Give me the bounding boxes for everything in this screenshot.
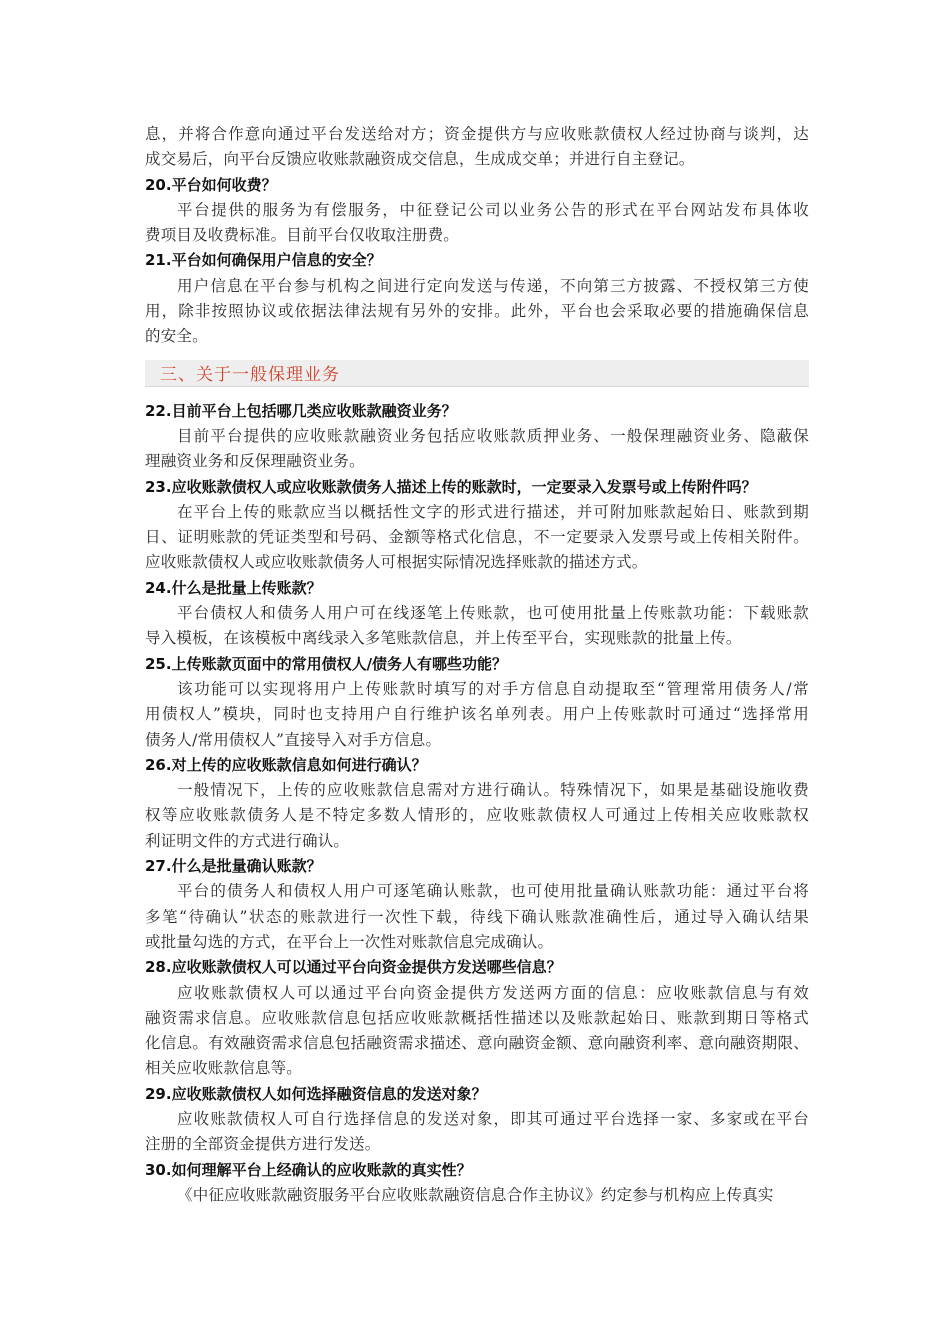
answer-line: 日、证明账款的凭证类型和号码、金额等格式化信息，不一定要录入发票号或上传相关附件。 <box>145 528 809 547</box>
answer-line: 多笔“待确认”状态的账款进行一次性下载，待线下确认账款准确性后，通过导入确认结果 <box>145 907 809 926</box>
question-heading: 20.平台如何收费？ <box>145 175 277 194</box>
section-title: 三、关于一般保理业务 <box>160 365 340 386</box>
answer-line: 用户信息在平台参与机构之间进行定向发送与传递，不向第三方披露、不授权第三方使 <box>177 276 809 295</box>
answer-line: 成交易后，向平台反馈应收账款融资成交信息，生成成交单；并进行自主登记。 <box>145 150 695 169</box>
qa-item <box>145 576 809 652</box>
document-body <box>145 122 809 1208</box>
answer-line: 平台的债务人和债权人用户可逐笔确认账款，也可使用批量确认账款功能：通过平台将 <box>177 882 809 901</box>
answer-line: 该功能可以实现将用户上传账款时填写的对手方信息自动提取至“管理常用债务人/常 <box>177 679 809 698</box>
question-heading: 22.目前平台上包括哪几类应收账款融资业务？ <box>145 401 457 420</box>
answer-paragraph <box>145 1107 809 1158</box>
answer-line: 息，并将合作意向通过平台发送给对方；资金提供方与应收账款债权人经过协商与谈判，达 <box>145 125 809 143</box>
answer-paragraph <box>145 778 809 854</box>
answer-line: 的安全。 <box>145 327 208 346</box>
section-header <box>145 360 809 387</box>
answer-line: 应收账款债权人或应收账款债务人可根据实际情况选择账款的描述方式。 <box>145 553 648 572</box>
qa-item <box>145 173 809 249</box>
answer-line: 费项目及收费标准。目前平台仅收取注册费。 <box>145 226 460 245</box>
answer-line: 融资需求信息。应收账款信息包括应收账款概括性描述以及账款起始日、账款到期日等格式 <box>145 1008 809 1027</box>
answer-line: 应收账款债权人可以通过平台向资金提供方发送两方面的信息：应收账款信息与有效 <box>177 983 809 1002</box>
intro-paragraph <box>145 122 809 173</box>
answer-paragraph <box>145 198 809 249</box>
qa-list-after <box>145 399 809 1209</box>
answer-line: 债务人/常用债权人”直接导入对手方信息。 <box>145 730 442 749</box>
answer-line: 利证明文件的方式进行确认。 <box>145 831 350 850</box>
qa-item <box>145 854 809 955</box>
answer-line: 《中征应收账款融资服务平台应收账款融资信息合作主协议》约定参与机构应上传真实 <box>177 1185 774 1204</box>
answer-paragraph <box>145 879 809 955</box>
answer-paragraph <box>145 274 809 350</box>
answer-line: 平台提供的服务为有偿服务，中征登记公司以业务公告的形式在平台网站发布具体收 <box>177 200 809 219</box>
answer-line: 化信息。有效融资需求信息包括融资需求描述、意向融资金额、意向融资利率、意向融资期限、 <box>145 1034 809 1053</box>
answer-line: 注册的全部资金提供方进行发送。 <box>145 1135 381 1154</box>
qa-list-before <box>145 173 809 350</box>
answer-paragraph <box>145 601 809 652</box>
question-heading: 25.上传账款页面中的常用债权人/债务人有哪些功能？ <box>145 654 508 673</box>
answer-line: 目前平台提供的应收账款融资业务包括应收账款质押业务、一般保理融资业务、隐蔽保 <box>177 426 809 445</box>
qa-item <box>145 475 809 576</box>
answer-paragraph <box>145 500 809 576</box>
question-heading: 21.平台如何确保用户信息的安全？ <box>145 251 382 270</box>
qa-item <box>145 652 809 753</box>
answer-paragraph <box>145 981 809 1082</box>
question-heading: 23.应收账款债权人或应收账款债务人描述上传的账款时，一定要录入发票号或上传附件吗？ <box>145 477 757 496</box>
answer-paragraph <box>145 677 809 753</box>
answer-line: 理融资业务和反保理融资业务。 <box>145 452 365 471</box>
question-heading: 30.如何理解平台上经确认的应收账款的真实性？ <box>145 1160 472 1179</box>
answer-line: 导入模板，在该模板中离线录入多笔账款信息，并上传至平台，实现账款的批量上传。 <box>145 629 742 648</box>
question-heading: 29.应收账款债权人如何选择融资信息的发送对象？ <box>145 1084 487 1103</box>
answer-line: 用债权人”模块，同时也支持用户自行维护该名单列表。用户上传账款时可通过“选择常用 <box>145 705 809 724</box>
answer-line: 平台债权人和债务人用户可在线逐笔上传账款，也可使用批量上传账款功能：下载账款 <box>177 604 809 623</box>
question-heading: 27.什么是批量确认账款？ <box>145 857 322 876</box>
answer-line: 应收账款债权人可自行选择信息的发送对象，即其可通过平台选择一家、多家或在平台 <box>177 1109 809 1128</box>
question-heading: 24.什么是批量上传账款？ <box>145 578 322 597</box>
answer-paragraph <box>145 1183 809 1208</box>
answer-line: 权等应收账款债务人是不特定多数人情形的，应收账款债权人可通过上传相关应收账款权 <box>145 806 809 825</box>
qa-item <box>145 1158 809 1209</box>
answer-line: 一般情况下，上传的应收账款信息需对方进行确认。特殊情况下，如果是基础设施收费 <box>177 781 809 800</box>
qa-item <box>145 753 809 854</box>
answer-paragraph <box>145 424 809 475</box>
qa-item <box>145 399 809 475</box>
qa-item <box>145 1082 809 1158</box>
answer-line: 相关应收账款信息等。 <box>145 1059 303 1078</box>
qa-item <box>145 248 809 349</box>
answer-line: 或批量勾选的方式，在平台上一次性对账款信息完成确认。 <box>145 932 554 951</box>
question-heading: 28.应收账款债权人可以通过平台向资金提供方发送哪些信息？ <box>145 958 562 977</box>
answer-line: 用，除非按照协议或依据法律法规有另外的安排。此外，平台也会采取必要的措施确保信息 <box>145 302 809 321</box>
qa-item <box>145 955 809 1081</box>
answer-line: 在平台上传的账款应当以概括性文字的形式进行描述，并可附加账款起始日、账款到期 <box>177 502 809 521</box>
question-heading: 26.对上传的应收账款信息如何进行确认？ <box>145 755 427 774</box>
